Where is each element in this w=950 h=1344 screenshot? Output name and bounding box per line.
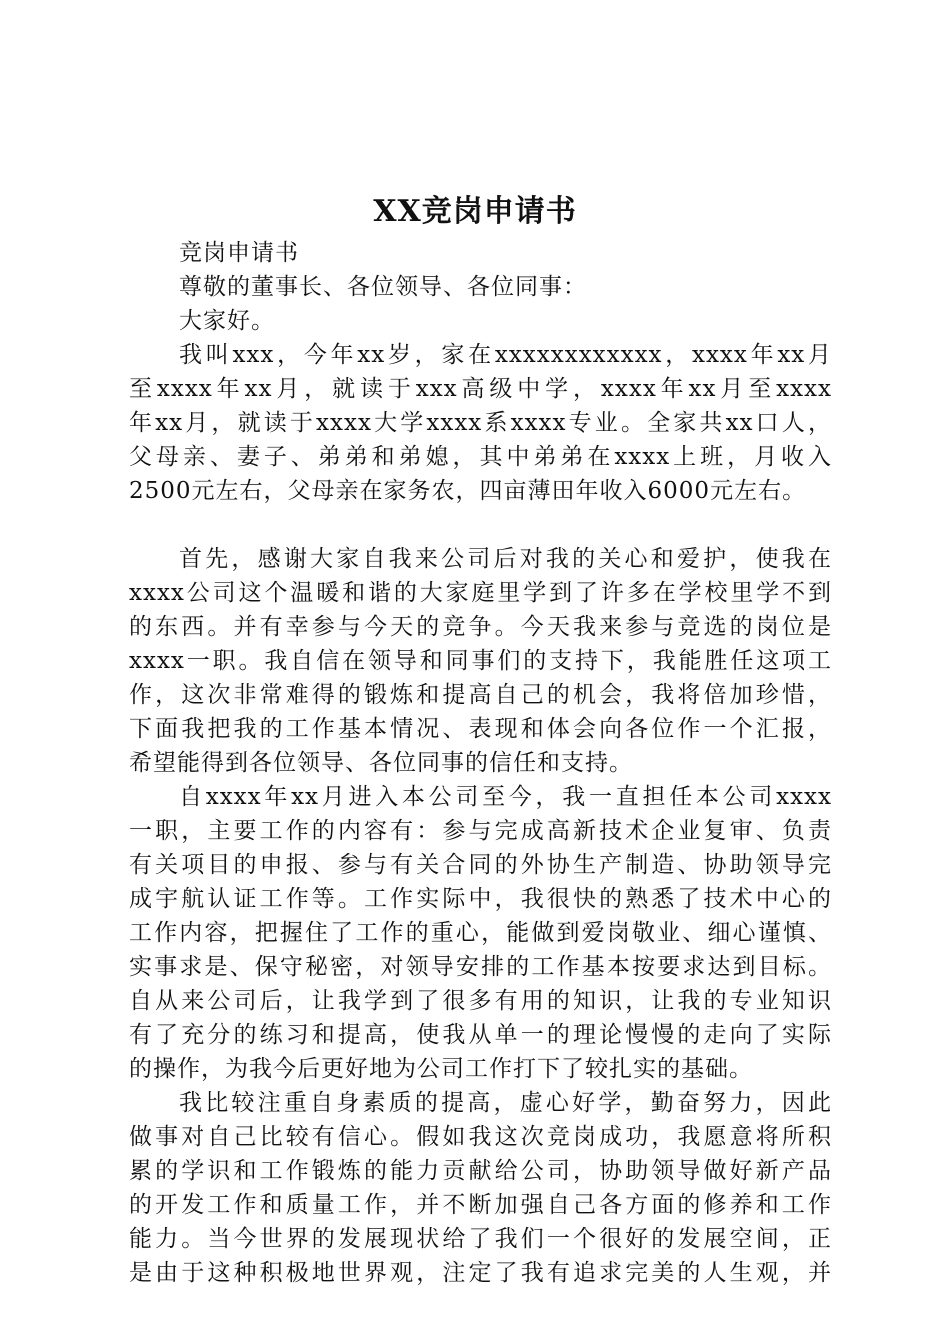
text-line: 实事求是、保守秘密，对领导安排的工作基本按要求达到目标。	[129, 954, 832, 980]
text-line: 首先，感谢大家自我来公司后对我的关心和爱护，使我在	[179, 546, 832, 572]
text-line: 是由于这种积极地世界观，注定了我有追求完美的人生观，并	[129, 1260, 832, 1286]
text-line-greeting: 大家好。	[179, 308, 275, 334]
text-line: 做事对自己比较有信心。假如我这次竞岗成功，我愿意将所积	[129, 1124, 832, 1150]
text-line: 有了充分的练习和提高，使我从单一的理论慢慢的走向了实际	[129, 1022, 832, 1048]
text-line: 下面我把我的工作基本情况、表现和体会向各位作一个汇报，	[129, 716, 832, 742]
text-line: 希望能得到各位领导、各位同事的信任和支持。	[129, 750, 633, 776]
text-line: 有关项目的申报、参与有关合同的外协生产制造、协助领导完	[129, 852, 832, 878]
text-line: 2500元左右，父母亲在家务农，四亩薄田年收入6000元左右。	[129, 478, 807, 504]
text-line: 至xxxx年xx月，就读于xxx高级中学，xxxx年xx月至xxxx	[129, 376, 832, 402]
text-line: 能力。当今世界的发展现状给了我们一个很好的发展空间，正	[129, 1226, 832, 1252]
text-line: 父母亲、妻子、弟弟和弟媳，其中弟弟在xxxx上班，月收入	[129, 444, 832, 470]
text-line: 作，这次非常难得的锻炼和提高自己的机会，我将倍加珍惜，	[129, 682, 832, 708]
text-line: 自从来公司后，让我学到了很多有用的知识，让我的专业知识	[129, 988, 832, 1014]
text-line-subtitle: 竞岗申请书	[179, 240, 299, 266]
text-line: 我叫xxx，今年xx岁，家在xxxxxxxxxxxx，xxxx年xx月	[179, 342, 832, 368]
text-line: 自xxxx年xx月进入本公司至今，我一直担任本公司xxxx	[179, 784, 832, 810]
paragraph-gap	[129, 508, 832, 542]
text-line: 的东西。并有幸参与今天的竞争。今天我来参与竞选的岗位是	[129, 614, 832, 640]
document-title: XX竞岗申请书	[373, 194, 577, 229]
text-line-salutation: 尊敬的董事长、各位领导、各位同事：	[179, 274, 587, 300]
text-line: 的操作，为我今后更好地为公司工作打下了较扎实的基础。	[129, 1056, 753, 1082]
text-line: 的开发工作和质量工作，并不断加强自己各方面的修养和工作	[129, 1192, 832, 1218]
text-line: 年xx月，就读于xxxx大学xxxx系xxxx专业。全家共xx口人，	[129, 410, 832, 436]
text-line: xxxx公司这个温暖和谐的大家庭里学到了许多在学校里学不到	[129, 580, 832, 606]
text-line: 一职，主要工作的内容有：参与完成高新技术企业复审、负责	[129, 818, 832, 844]
document-body	[129, 236, 832, 1290]
text-line: 工作内容，把握住了工作的重心，能做到爱岗敬业、细心谨慎、	[129, 920, 832, 946]
text-line: 成宇航认证工作等。工作实际中，我很快的熟悉了技术中心的	[129, 886, 832, 912]
text-line: 我比较注重自身素质的提高，虚心好学，勤奋努力，因此	[179, 1090, 832, 1116]
text-line: xxxx一职。我自信在领导和同事们的支持下，我能胜任这项工	[129, 648, 832, 674]
text-line: 累的学识和工作锻炼的能力贡献给公司，协助领导做好新产品	[129, 1158, 832, 1184]
